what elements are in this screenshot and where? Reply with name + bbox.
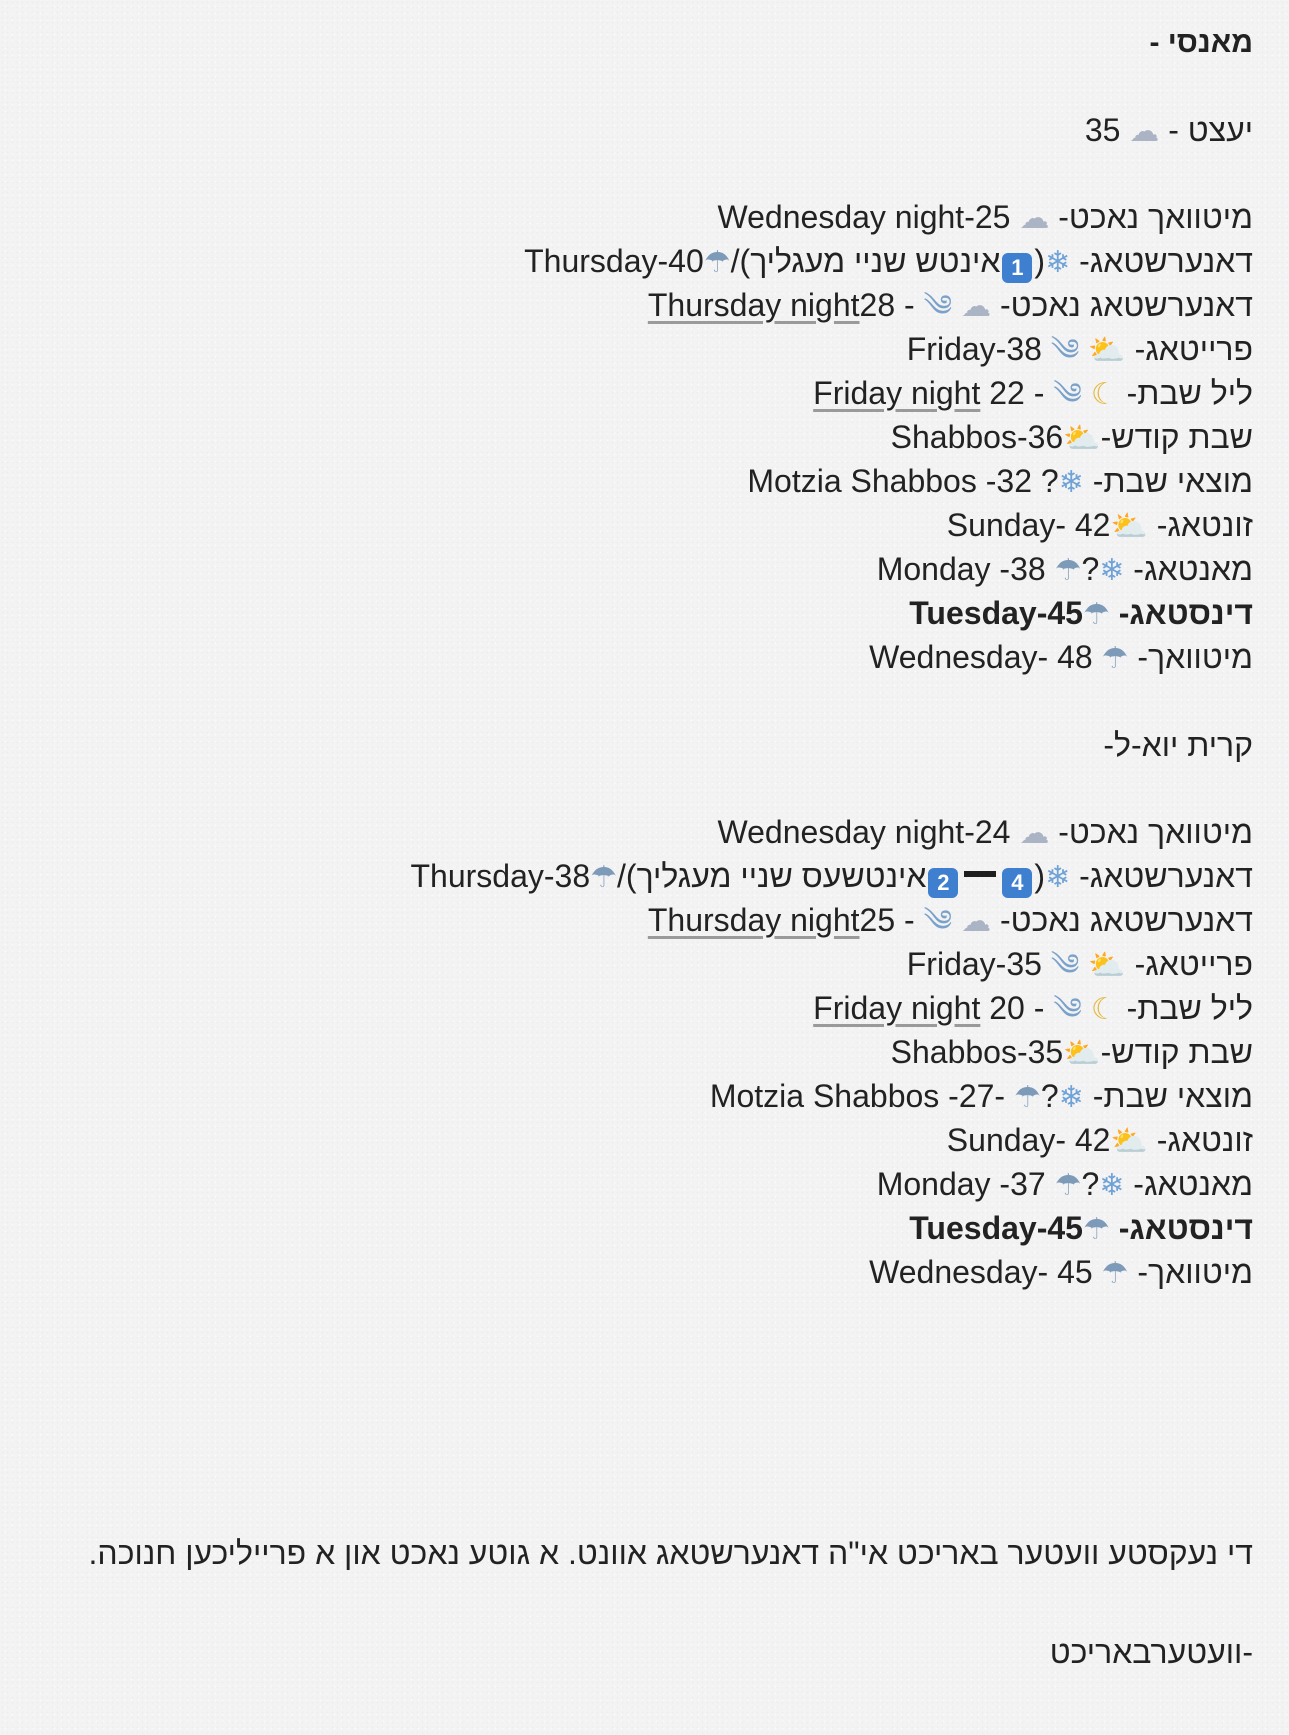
cloud-with-rain-icon: ☂ — [1013, 1081, 1041, 1114]
day-label-english: Tuesday-45 — [909, 1210, 1083, 1246]
cloud-with-rain-icon: ☂ — [1101, 642, 1129, 675]
paren: ( — [1034, 243, 1046, 279]
forecast-row-wednesday — [869, 637, 1253, 677]
current-label: יעצט - — [1168, 112, 1253, 148]
day-label-hebrew: דאנערשטאג נאכט- — [999, 287, 1253, 323]
day-label-hebrew: מיטוואך נאכט- — [1058, 814, 1253, 850]
day-label-hebrew: שבת קודש- — [1100, 1034, 1253, 1070]
question-mark: ? — [1040, 463, 1059, 499]
day-label-english: Sunday- 42 — [946, 1122, 1111, 1158]
snowflake-icon: ❄ — [1045, 246, 1071, 279]
question-mark: ? — [1081, 1166, 1100, 1202]
section-title-text: מאנסי - — [1149, 26, 1253, 59]
day-label-hebrew: דינסטאג- — [1118, 1210, 1253, 1246]
day-label-hebrew: דאנערשטאג נאכט- — [999, 902, 1253, 938]
snowflake-icon: ❄ — [1058, 466, 1084, 499]
day-label-english: Monday -37 — [876, 1166, 1046, 1202]
day-label-english: Thursday night — [647, 902, 860, 938]
day-label-english: Thursday-40 — [524, 243, 704, 279]
forecast-row-thursday-night — [648, 285, 1253, 325]
day-label-english: Thursday-38 — [410, 858, 591, 894]
footer-message — [89, 1533, 1253, 1573]
day-label-hebrew: דאנערשטאג- — [1079, 858, 1253, 894]
paren: ( — [1034, 858, 1046, 894]
day-label-english: Wednesday- 48 — [869, 639, 1093, 675]
day-label-hebrew: מוצאי שבת- — [1092, 463, 1253, 499]
day-label-english: Wednesday night-24 — [717, 814, 1011, 850]
cloud-with-rain-icon: ☂ — [1101, 1257, 1129, 1290]
day-label-english: Motzia Shabbos -32 — [747, 463, 1032, 499]
signature-text: -וועטערבאריכט — [1049, 1634, 1253, 1670]
day-label-english: Shabbos-35 — [890, 1034, 1064, 1070]
cloud-with-rain-icon: ☂ — [1082, 1213, 1110, 1246]
day-label-hebrew: מוצאי שבת- — [1092, 1078, 1253, 1114]
forecast-row-thursday — [410, 856, 1253, 896]
day-label-english: Sunday- 42 — [946, 507, 1111, 543]
temp-value: 20 - — [989, 990, 1045, 1026]
wind-blowing-face-icon: ༄ — [923, 290, 953, 323]
day-label-english: Shabbos-36 — [890, 419, 1064, 455]
forecast-row-friday — [907, 944, 1253, 984]
current-temp: 35 — [1084, 112, 1121, 148]
signature — [1050, 1632, 1253, 1672]
keycap-four-icon: 4 — [1002, 868, 1032, 898]
wind-blowing-face-icon: ༄ — [923, 905, 953, 938]
snow-note: אינטשעס שניי מעגליך)/ — [617, 858, 927, 894]
keycap-one-icon: 1 — [1002, 253, 1032, 283]
day-label-hebrew: מאנטאג- — [1133, 551, 1253, 587]
day-label-hebrew: פרייטאג- — [1134, 946, 1253, 982]
snowflake-icon: ❄ — [1099, 554, 1125, 587]
day-label-english: Monday -38 — [876, 551, 1046, 587]
crescent-moon-icon: ☾ — [1090, 993, 1118, 1026]
section-title-monsey — [1149, 23, 1253, 63]
cloud-with-rain-icon: ☂ — [703, 246, 731, 279]
cloud-with-rain-icon: ☂ — [590, 861, 618, 894]
cloud-with-rain-icon: ☂ — [1082, 598, 1110, 631]
forecast-row-friday — [907, 329, 1253, 369]
forecast-row-shabbos — [891, 417, 1253, 457]
forecast-row-motzei-shabbos — [710, 1076, 1253, 1116]
day-label-english: Friday-35 — [906, 946, 1042, 982]
wind-blowing-face-icon: ༄ — [1053, 378, 1082, 411]
day-label-hebrew: דינסטאג- — [1118, 595, 1253, 631]
snow-note: אינטש שניי מעגליך)/ — [730, 243, 1001, 279]
forecast-row-monday — [877, 549, 1253, 589]
wind-blowing-face-icon: ༄ — [1050, 949, 1080, 982]
forecast-row-tuesday — [909, 593, 1253, 633]
day-label-english: Tuesday-45 — [909, 595, 1083, 631]
current-conditions-row — [1085, 110, 1253, 150]
wind-blowing-face-icon: ༄ — [1053, 993, 1082, 1026]
forecast-row-friday-night — [813, 373, 1253, 413]
cloud-with-rain-icon: ☂ — [1054, 1169, 1082, 1202]
day-label-hebrew: ליל שבת- — [1126, 990, 1253, 1026]
forecast-row-wednesday — [869, 1252, 1253, 1292]
day-label-english: Wednesday night-25 — [717, 199, 1011, 235]
day-label-hebrew: מיטוואך נאכט- — [1058, 199, 1253, 235]
snowflake-icon: ❄ — [1099, 1169, 1125, 1202]
day-label-english: Thursday night — [647, 287, 860, 323]
day-label-english: Friday night — [813, 990, 981, 1026]
keycap-two-icon: 2 — [928, 868, 958, 898]
forecast-row-motzei-shabbos — [747, 461, 1253, 501]
forecast-row-sunday — [947, 505, 1253, 545]
sun-behind-cloud-icon: ⛅ — [1063, 1037, 1101, 1070]
question-mark: ? — [1081, 551, 1100, 587]
cloud-icon: ☁ — [1019, 202, 1050, 235]
sun-behind-cloud-icon: ⛅ — [1088, 334, 1126, 367]
day-label-english: Friday-38 — [906, 331, 1042, 367]
day-label-hebrew: שבת קודש- — [1100, 419, 1253, 455]
day-label-hebrew: זונטאג- — [1156, 1122, 1253, 1158]
forecast-row-thursday-night — [648, 900, 1253, 940]
day-label-hebrew: פרייטאג- — [1134, 331, 1253, 367]
crescent-moon-icon: ☾ — [1090, 378, 1118, 411]
temp-value: 22 - — [989, 375, 1045, 411]
temp-value: 25 - — [859, 902, 915, 938]
day-label-hebrew: זונטאג- — [1156, 507, 1253, 543]
snowflake-icon: ❄ — [1045, 861, 1071, 894]
forecast-row-shabbos — [891, 1032, 1253, 1072]
section-title-text: קרית יוא-ל- — [1103, 727, 1253, 763]
day-label-hebrew: מיטוואך- — [1137, 1254, 1253, 1290]
snowflake-icon: ❄ — [1058, 1081, 1084, 1114]
day-label-english: Friday night — [813, 375, 981, 411]
temp-value: 28 - — [859, 287, 915, 323]
wind-blowing-face-icon: ༄ — [1050, 334, 1080, 367]
cloud-with-rain-icon: ☂ — [1054, 554, 1082, 587]
forecast-row-tuesday — [909, 1208, 1253, 1248]
day-label-hebrew: דאנערשטאג- — [1079, 243, 1253, 279]
forecast-row-monday — [877, 1164, 1253, 1204]
day-label-hebrew: ליל שבת- — [1126, 375, 1253, 411]
forecast-row-sunday — [947, 1120, 1253, 1160]
cloud-icon: ☁ — [1129, 115, 1160, 148]
forecast-row-friday-night — [813, 988, 1253, 1028]
cloud-icon: ☁ — [961, 290, 992, 323]
day-label-hebrew: מאנטאג- — [1133, 1166, 1253, 1202]
forecast-row-wednesday-night — [718, 812, 1254, 852]
cloud-icon: ☁ — [1019, 817, 1050, 850]
forecast-row-thursday — [524, 241, 1253, 281]
section-title-kiryas-joel — [1103, 725, 1253, 765]
question-mark: ? — [1040, 1078, 1059, 1114]
sun-behind-cloud-icon: ⛅ — [1110, 510, 1148, 543]
heavy-minus-icon — [964, 871, 996, 877]
sun-behind-cloud-icon: ⛅ — [1063, 422, 1101, 455]
day-label-hebrew: מיטוואך- — [1137, 639, 1253, 675]
forecast-row-wednesday-night — [718, 197, 1254, 237]
sun-behind-cloud-icon: ⛅ — [1110, 1125, 1148, 1158]
day-label-english: Wednesday- 45 — [869, 1254, 1093, 1290]
footer-message-text: די נעקסטע וועטער באריכט אי"ה דאנערשטאג אוונט. א גוטע נאכט און א פרייליכען חנוכה. — [88, 1535, 1253, 1571]
cloud-icon: ☁ — [961, 905, 992, 938]
day-label-english: Motzia Shabbos -27- — [709, 1078, 1006, 1114]
sun-behind-cloud-icon: ⛅ — [1088, 949, 1126, 982]
